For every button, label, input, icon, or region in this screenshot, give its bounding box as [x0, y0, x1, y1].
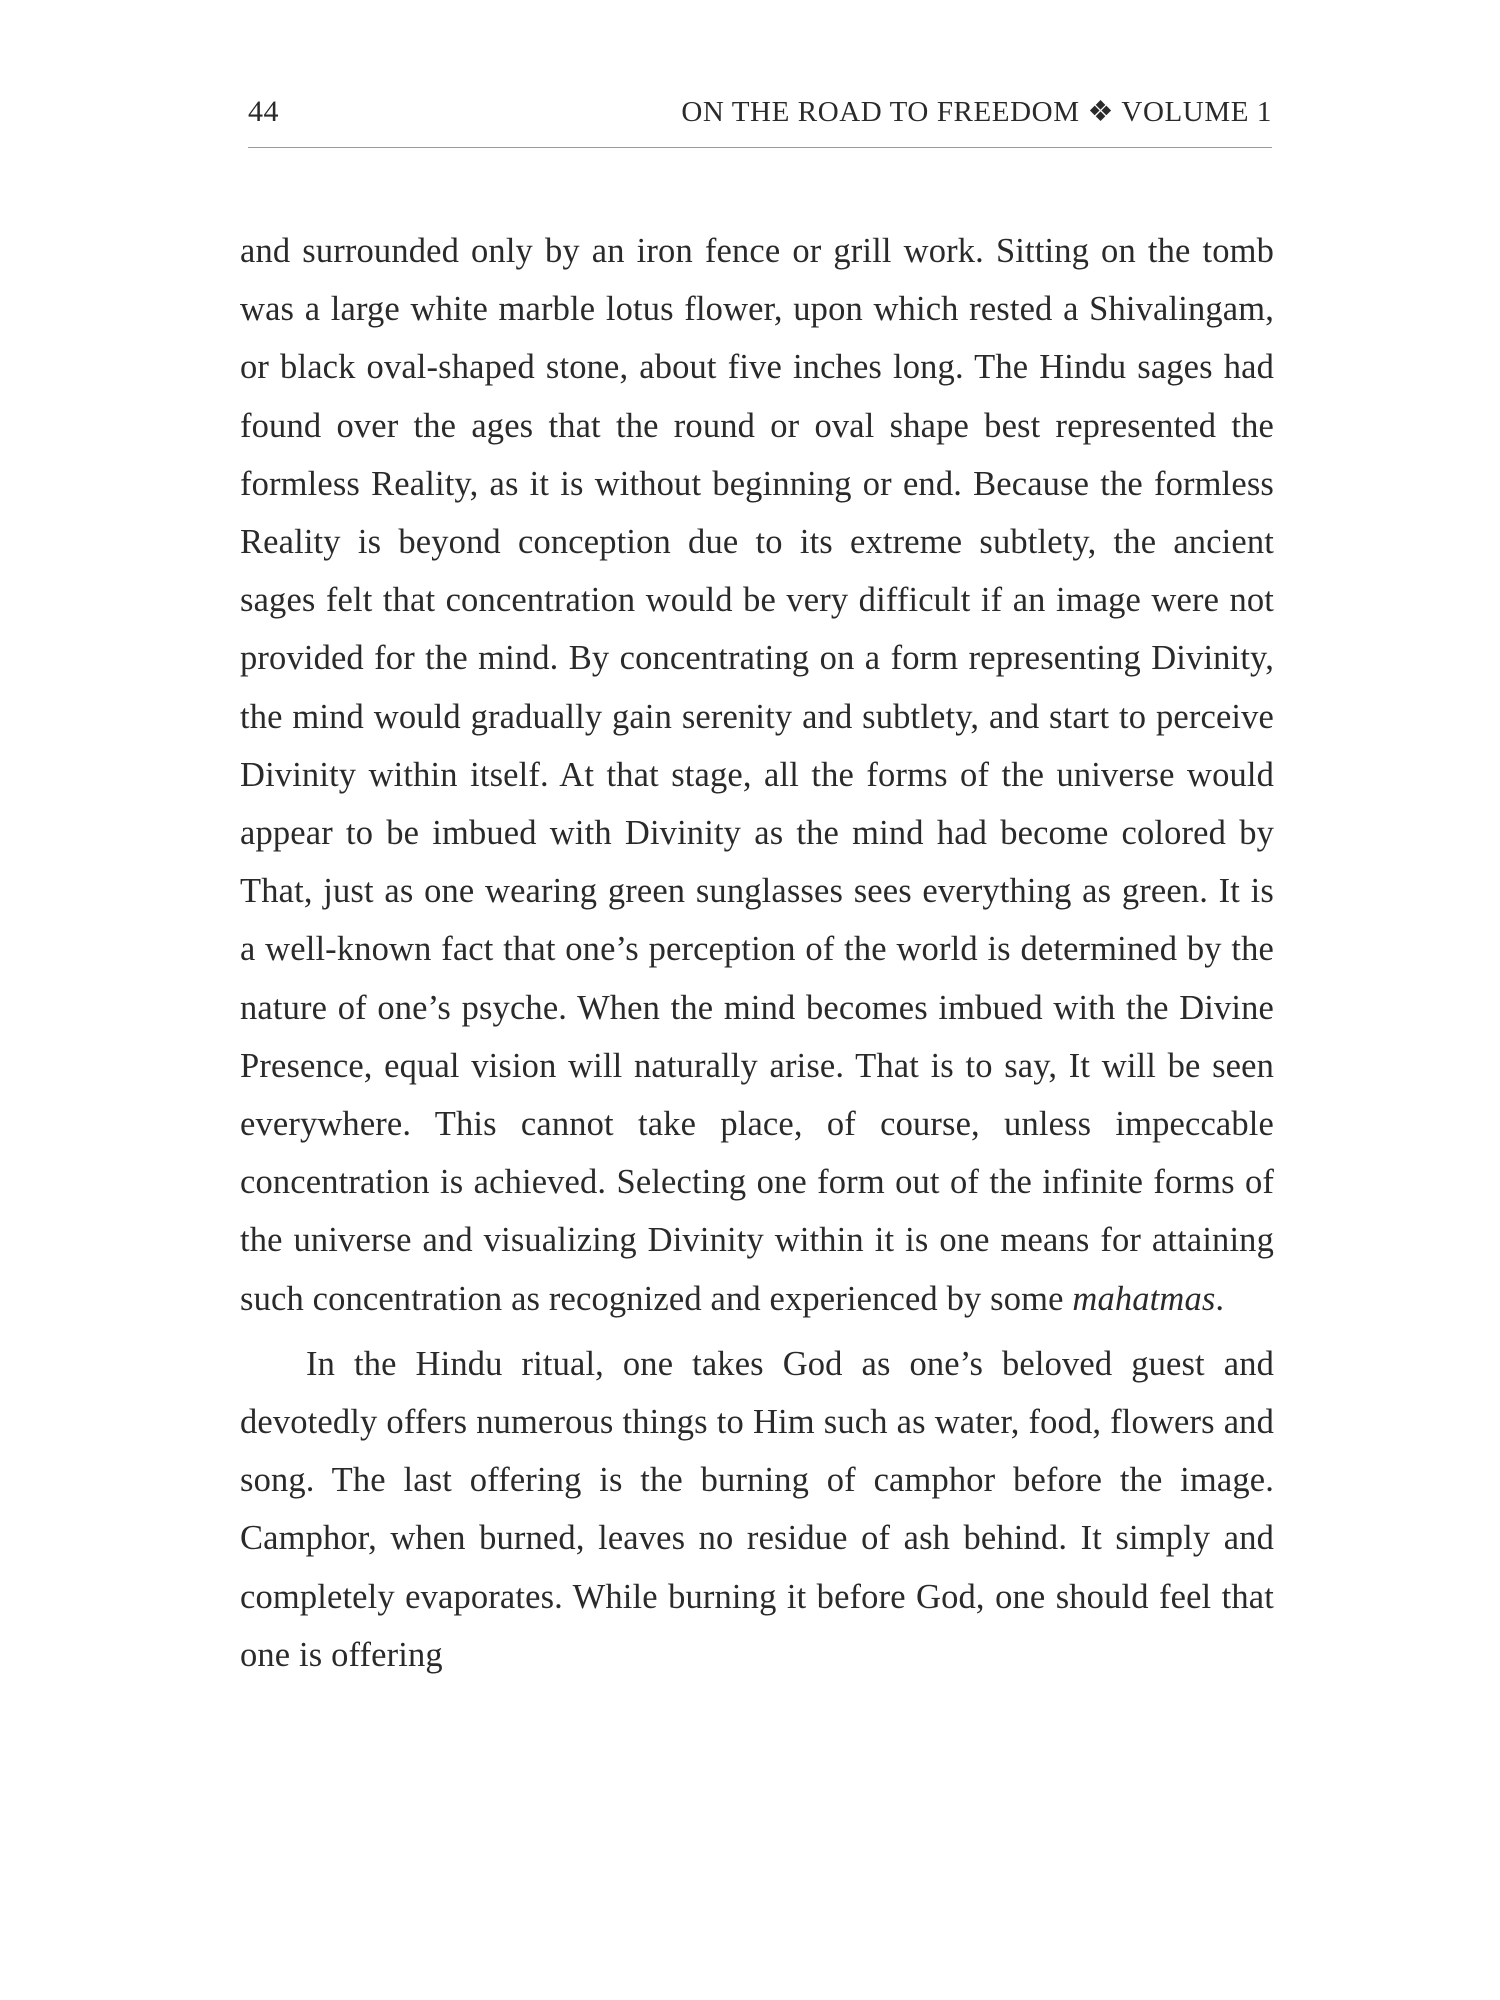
header-rule [248, 147, 1272, 148]
running-head [248, 92, 1272, 140]
running-title [681, 92, 1272, 132]
volume-label: VOLUME 1 [1121, 96, 1272, 128]
paragraph-1-text: and surrounded only by an iron fence or grill work. Sitting on the tomb was a large white marble lotus flower, upon which rested a Shivalingam, or black oval-shaped stone, about five inches long. The Hindu sages had found over the ages that the round or oval shape best represented the formless Reality, as it is without beginning or end. Because the formless Reality is beyond conception due to its extreme subtlety, the ancient sages felt that concentration would be very difficult if an image were not provided for the mind. By concentrating on a form representing Divinity, the mind would gradually gain serenity and subtlety, and start to perceive Divinity within itself. At that stage, all the forms of the universe would appear to be imbued with Divinity as the mind had become colored by That, just as one wearing green sunglasses sees everything as green. It is a well-known fact that one’s perception of the world is determined by the nature of one’s psyche. When the mind becomes imbued with the Divine Presence, equal vision will naturally arise. That is to say, It will be seen everywhere. This cannot take place, of course, unless impeccable concentration is achieved. Selecting one form out of the infinite forms of the universe and visualizing Divinity within it is one means for attaining such concentration as recognized and experienced by some [240, 232, 1274, 1318]
paragraph-1-end: . [1215, 1279, 1225, 1318]
body-text [240, 222, 1274, 1684]
italic-term-mahatmas: mahatmas [1072, 1279, 1216, 1318]
paragraph-1 [240, 222, 1274, 1328]
ornament-icon: ❖ [1087, 96, 1115, 128]
book-title: ON THE ROAD TO FREEDOM [681, 96, 1080, 128]
paragraph-2: In the Hindu ritual, one takes God as one’s beloved guest and devotedly offers numerous things to Him such as water, food, flowers and song. The last offering is the burning of camphor before the image. Camphor, when burned, leaves no residue of ash behind. It simply and completely evaporates. While burning it before God, one should feel that one is offering [240, 1344, 1274, 1674]
page-number: 44 [248, 95, 279, 128]
